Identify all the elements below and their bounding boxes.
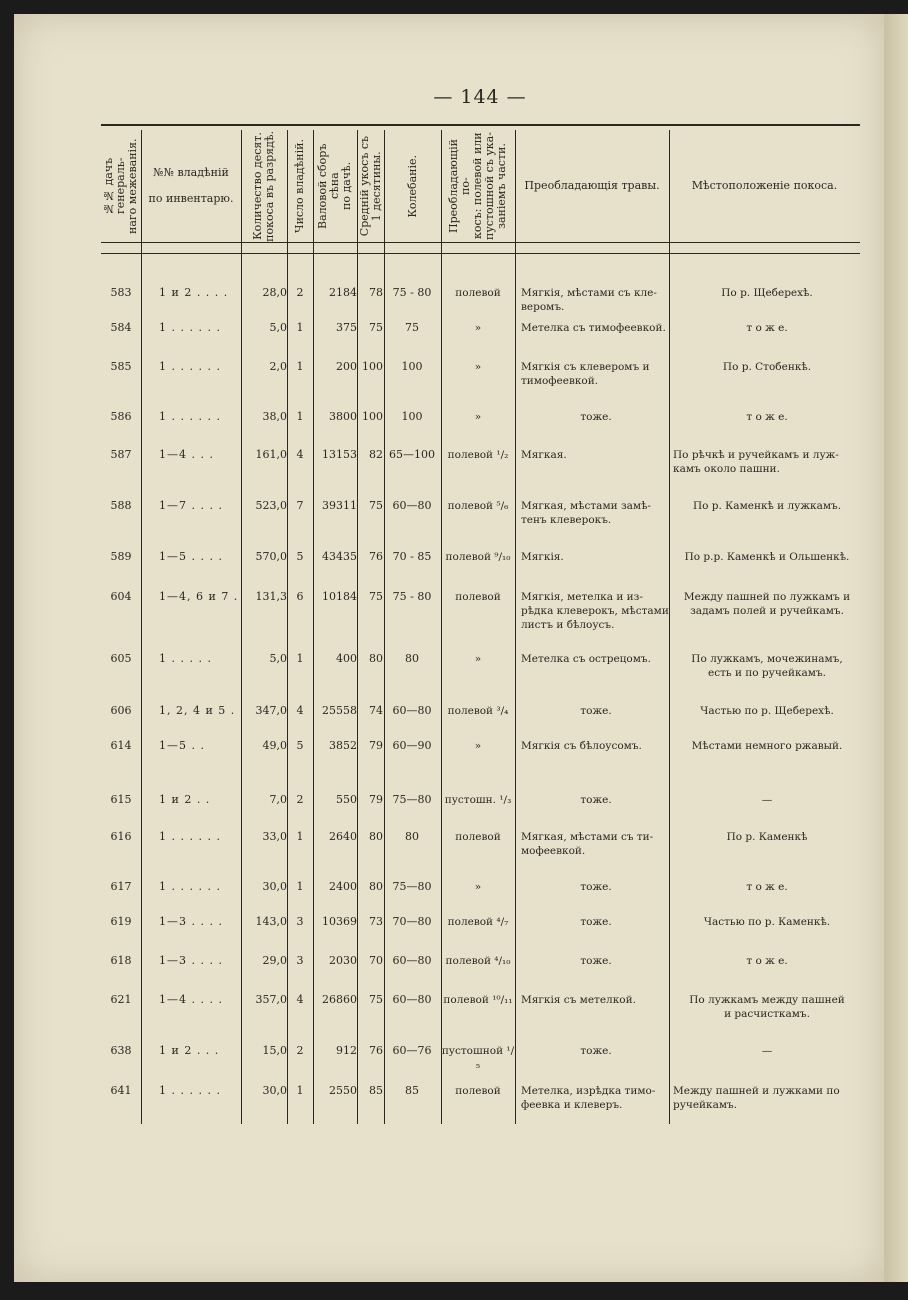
- cell-meadow-kind: пустошной ¹/₅: [441, 1045, 515, 1071]
- cell-grasses: Мягкія съ клеверомъ и тимофеевкой.: [521, 361, 650, 387]
- cell-grasses: тоже.: [580, 705, 612, 717]
- cell-location: т о ж е.: [746, 411, 788, 423]
- cell-total: 2030: [329, 954, 357, 967]
- cell-dacha-number: 605: [110, 652, 132, 665]
- cell-fluctuation: 75 - 80: [392, 590, 432, 603]
- cell-location: Мѣстами немного ржавый.: [691, 740, 843, 752]
- cell-grasses: тоже.: [580, 794, 612, 806]
- cell-dacha-number: 641: [110, 1084, 132, 1097]
- cell-average: 75: [369, 499, 383, 512]
- cell-meadow-kind: полевой ¹⁰/₁₁: [443, 994, 513, 1006]
- cell-grasses: тоже.: [580, 411, 612, 423]
- cell-fluctuation: 70 - 85: [392, 550, 432, 563]
- cell-grasses: тоже.: [580, 916, 612, 928]
- cell-area: 131,3: [255, 590, 287, 603]
- cell-fluctuation: 75—80: [392, 880, 432, 893]
- cell-total: 10184: [322, 590, 357, 603]
- cell-owners: 1 . . . . . .: [159, 880, 221, 893]
- column-divider: [141, 130, 142, 1124]
- column-divider: [313, 130, 314, 1124]
- header-total: Валовой сборъ сѣна по дачѣ.: [316, 143, 353, 229]
- cell-fluctuation: 75—80: [392, 793, 432, 806]
- cell-count: 7: [296, 499, 304, 512]
- cell-meadow-kind: полевой ⁴/₁₀: [445, 955, 511, 967]
- cell-location: По р.р. Каменкѣ и Ольшенкѣ.: [684, 551, 850, 563]
- cell-location: т о ж е.: [746, 955, 788, 967]
- cell-average: 73: [369, 915, 383, 928]
- cell-area: 49,0: [262, 739, 287, 752]
- header-location: Мѣстоположеніе покоса.: [691, 179, 838, 192]
- cell-total: 26860: [322, 993, 357, 1006]
- cell-average: 75: [369, 321, 383, 334]
- cell-fluctuation: 60—80: [392, 704, 432, 717]
- cell-total: 39311: [322, 499, 357, 512]
- cell-meadow-kind: »: [474, 322, 482, 334]
- cell-total: 2184: [329, 286, 357, 299]
- cell-fluctuation: 60—80: [392, 993, 432, 1006]
- cell-dacha-number: 606: [110, 704, 132, 717]
- cell-location: По р. Каменкѣ: [726, 831, 808, 843]
- cell-location: По р. Щеберехѣ.: [721, 287, 813, 299]
- cell-average: 75: [369, 590, 383, 603]
- cell-owners: 1 . . . . . .: [159, 1084, 221, 1097]
- cell-meadow-kind: полевой: [455, 1085, 501, 1097]
- cell-dacha-number: 617: [110, 880, 132, 893]
- cell-total: 43435: [322, 550, 357, 563]
- cell-average: 79: [369, 739, 383, 752]
- cell-owners: 1 и 2 . . .: [159, 1044, 220, 1057]
- cell-fluctuation: 80: [405, 830, 419, 843]
- cell-grasses: Мягкія.: [521, 551, 564, 563]
- header-owners: [141, 130, 241, 242]
- header-meadow-kind: Преобладающій по- косъ: полевой или пустошной съ ука- заніемъ части.: [447, 132, 508, 240]
- cell-fluctuation: 60—80: [392, 499, 432, 512]
- cell-count: 4: [296, 993, 304, 1006]
- cell-area: 161,0: [255, 448, 287, 461]
- cell-count: 1: [296, 410, 304, 423]
- cell-fluctuation: 65—100: [389, 448, 435, 461]
- cell-total: 10369: [322, 915, 357, 928]
- cell-total: 375: [336, 321, 357, 334]
- hay-yield-table: [101, 124, 860, 1124]
- cell-dacha-number: 584: [110, 321, 132, 334]
- cell-area: 15,0: [262, 1044, 287, 1057]
- cell-count: 1: [296, 652, 304, 665]
- cell-owners: 1 . . . . . .: [159, 830, 221, 843]
- cell-average: 100: [362, 360, 383, 373]
- cell-total: 2640: [329, 830, 357, 843]
- cell-location: По лужкамъ, мочежинамъ, есть и по ручейкамъ.: [691, 653, 843, 679]
- cell-area: 30,0: [262, 880, 287, 893]
- cell-area: 2,0: [269, 360, 287, 373]
- cell-owners: 1—3 . . . .: [159, 954, 223, 967]
- cell-count: 5: [296, 739, 304, 752]
- cell-fluctuation: 75 - 80: [392, 286, 432, 299]
- cell-average: 80: [369, 830, 383, 843]
- cell-meadow-kind: полевой ¹/₂: [447, 449, 509, 461]
- cell-grasses: Метелка съ острецомъ.: [521, 653, 651, 665]
- header-bottom-rule: [101, 242, 860, 243]
- cell-area: 570,0: [255, 550, 287, 563]
- cell-area: 33,0: [262, 830, 287, 843]
- cell-area: 28,0: [262, 286, 287, 299]
- cell-location: т о ж е.: [746, 881, 788, 893]
- cell-fluctuation: 60—80: [392, 954, 432, 967]
- cell-area: 38,0: [262, 410, 287, 423]
- cell-average: 80: [369, 880, 383, 893]
- cell-location: Между пашней и лужками по ручейкамъ.: [673, 1085, 840, 1111]
- cell-count: 1: [296, 321, 304, 334]
- cell-total: 13153: [322, 448, 357, 461]
- header-area: Количество десят. покоса въ разрядѣ.: [251, 130, 276, 242]
- cell-meadow-kind: »: [474, 740, 482, 752]
- cell-fluctuation: 70—80: [392, 915, 432, 928]
- cell-average: 75: [369, 993, 383, 1006]
- cell-grasses: тоже.: [580, 1045, 612, 1057]
- cell-location: —: [761, 1045, 773, 1057]
- cell-count: 2: [296, 286, 304, 299]
- cell-grasses: Мягкая, мѣстами съ ти- мофеевкой.: [521, 831, 654, 857]
- header-owners-line2: по инвентарю.: [148, 192, 234, 205]
- cell-owners: 1 . . . . . .: [159, 410, 221, 423]
- cell-meadow-kind: полевой: [455, 287, 501, 299]
- column-divider: [357, 130, 358, 1124]
- cell-count: 4: [296, 704, 304, 717]
- cell-location: По рѣчкѣ и ручейкамъ и луж- камъ около пашни.: [673, 449, 839, 475]
- cell-grasses: Метелка съ тимофеевкой.: [521, 322, 666, 334]
- cell-meadow-kind: полевой ⁹/₁₀: [445, 551, 511, 563]
- cell-total: 3852: [329, 739, 357, 752]
- cell-owners: 1, 2, 4 и 5 .: [159, 704, 236, 717]
- cell-total: 25558: [322, 704, 357, 717]
- cell-dacha-number: 583: [110, 286, 132, 299]
- cell-location: По лужкамъ между пашней и расчисткамъ.: [689, 994, 845, 1020]
- adjacent-page-edge: [884, 14, 908, 1282]
- cell-owners: 1 и 2 . .: [159, 793, 211, 806]
- cell-grasses: Мягкія, мѣстами съ кле- веромъ.: [521, 287, 657, 313]
- cell-total: 2550: [329, 1084, 357, 1097]
- cell-location: т о ж е.: [746, 322, 788, 334]
- cell-count: 2: [296, 793, 304, 806]
- cell-grasses: Метелка, изрѣдка тимо- феевка и клеверъ.: [521, 1085, 656, 1111]
- cell-total: 2400: [329, 880, 357, 893]
- cell-area: 143,0: [255, 915, 287, 928]
- cell-dacha-number: 586: [110, 410, 132, 423]
- cell-average: 70: [369, 954, 383, 967]
- cell-owners: 1—4, 6 и 7 .: [159, 590, 239, 603]
- cell-fluctuation: 60—76: [392, 1044, 432, 1057]
- cell-count: 1: [296, 880, 304, 893]
- cell-total: 3800: [329, 410, 357, 423]
- cell-location: По р. Стобенкѣ.: [722, 361, 812, 373]
- cell-location: —: [761, 794, 773, 806]
- cell-dacha-number: 614: [110, 739, 132, 752]
- cell-dacha-number: 638: [110, 1044, 132, 1057]
- cell-location: По р. Каменкѣ и лужкамъ.: [692, 500, 842, 512]
- cell-area: 5,0: [269, 321, 287, 334]
- cell-dacha-number: 615: [110, 793, 132, 806]
- cell-total: 200: [336, 360, 357, 373]
- cell-count: 2: [296, 1044, 304, 1057]
- cell-owners: 1 и 2 . . . .: [159, 286, 229, 299]
- header-fluctuation: Колебаніе.: [405, 154, 419, 218]
- cell-dacha-number: 588: [110, 499, 132, 512]
- cell-area: 347,0: [255, 704, 287, 717]
- cell-grasses: Мягкія съ метелкой.: [521, 994, 636, 1006]
- column-divider: [384, 130, 385, 1124]
- cell-dacha-number: 604: [110, 590, 132, 603]
- cell-fluctuation: 80: [405, 652, 419, 665]
- cell-count: 1: [296, 830, 304, 843]
- cell-dacha-number: 585: [110, 360, 132, 373]
- cell-area: 29,0: [262, 954, 287, 967]
- column-divider: [287, 130, 288, 1124]
- cell-meadow-kind: »: [474, 881, 482, 893]
- cell-area: 357,0: [255, 993, 287, 1006]
- cell-owners: 1—4 . . . .: [159, 993, 223, 1006]
- cell-dacha-number: 587: [110, 448, 132, 461]
- cell-grasses: Мягкая, мѣстами замѣ- тенъ клеверокъ.: [521, 500, 651, 526]
- cell-fluctuation: 75: [405, 321, 419, 334]
- cell-location: Частью по р. Каменкѣ.: [703, 916, 831, 928]
- cell-total: 912: [336, 1044, 357, 1057]
- cell-grasses: Мягкія съ бѣлоусомъ.: [521, 740, 642, 752]
- cell-average: 76: [369, 1044, 383, 1057]
- cell-count: 1: [296, 1084, 304, 1097]
- cell-meadow-kind: полевой: [455, 831, 501, 843]
- cell-grasses: Мягкая.: [521, 449, 567, 461]
- cell-meadow-kind: полевой ⁴/₇: [447, 916, 509, 928]
- cell-count: 4: [296, 448, 304, 461]
- cell-average: 85: [369, 1084, 383, 1097]
- cell-meadow-kind: »: [474, 411, 482, 423]
- cell-grasses: тоже.: [580, 955, 612, 967]
- header-average: Средній укосъ съ 1 десятины.: [357, 135, 383, 237]
- cell-fluctuation: 100: [401, 410, 423, 423]
- header-count: Число владѣній.: [293, 139, 306, 233]
- page-number: — 144 —: [433, 86, 527, 108]
- cell-total: 400: [336, 652, 357, 665]
- cell-owners: 1—7 . . . .: [159, 499, 223, 512]
- cell-count: 3: [296, 915, 304, 928]
- cell-area: 5,0: [269, 652, 287, 665]
- cell-area: 7,0: [269, 793, 287, 806]
- cell-fluctuation: 100: [401, 360, 423, 373]
- cell-dacha-number: 616: [110, 830, 132, 843]
- cell-meadow-kind: »: [474, 653, 482, 665]
- header-owners-line1: №№ владѣній: [153, 166, 229, 179]
- cell-average: 82: [369, 448, 383, 461]
- cell-count: 5: [296, 550, 304, 563]
- table-top-rule: [101, 124, 860, 126]
- cell-count: 3: [296, 954, 304, 967]
- cell-meadow-kind: полевой ³/₄: [447, 705, 509, 717]
- cell-owners: 1—5 . . . .: [159, 550, 223, 563]
- cell-average: 79: [369, 793, 383, 806]
- cell-average: 100: [362, 410, 383, 423]
- cell-location: Между пашней по лужкамъ и задамъ полей и ручейкамъ.: [683, 591, 851, 617]
- cell-dacha-number: 619: [110, 915, 132, 928]
- cell-meadow-kind: полевой ⁵/₆: [447, 500, 509, 512]
- header-dacha-number: №№ дачъ генераль- наго межеванія.: [102, 138, 139, 234]
- cell-dacha-number: 589: [110, 550, 132, 563]
- cell-count: 1: [296, 360, 304, 373]
- cell-meadow-kind: пустошн. ¹/₃: [444, 794, 512, 806]
- cell-fluctuation: 60—90: [392, 739, 432, 752]
- cell-meadow-kind: полевой: [455, 591, 501, 603]
- cell-average: 80: [369, 652, 383, 665]
- cell-meadow-kind: »: [474, 361, 482, 373]
- cell-owners: 1 . . . . .: [159, 652, 212, 665]
- column-divider: [241, 130, 242, 1124]
- cell-fluctuation: 85: [405, 1084, 419, 1097]
- cell-dacha-number: 621: [110, 993, 132, 1006]
- cell-owners: 1 . . . . . .: [159, 321, 221, 334]
- cell-owners: 1—5 . .: [159, 739, 205, 752]
- cell-grasses: Мягкія, метелка и из- рѣдка клеверокъ, мѣстами листъ и бѣлоусъ.: [521, 591, 669, 631]
- cell-count: 6: [296, 590, 304, 603]
- cell-grasses: тоже.: [580, 881, 612, 893]
- header-bottom-rule-2: [101, 253, 860, 254]
- cell-average: 74: [369, 704, 383, 717]
- cell-average: 76: [369, 550, 383, 563]
- cell-dacha-number: 618: [110, 954, 132, 967]
- cell-area: 30,0: [262, 1084, 287, 1097]
- cell-area: 523,0: [255, 499, 287, 512]
- cell-owners: 1 . . . . . .: [159, 360, 221, 373]
- header-grasses: Преобладающія травы.: [524, 179, 660, 192]
- cell-total: 550: [336, 793, 357, 806]
- cell-average: 78: [369, 286, 383, 299]
- cell-owners: 1—3 . . . .: [159, 915, 223, 928]
- column-divider: [515, 130, 516, 1124]
- cell-location: Частью по р. Щеберехѣ.: [700, 705, 834, 717]
- column-divider: [441, 130, 442, 1124]
- cell-owners: 1—4 . . .: [159, 448, 214, 461]
